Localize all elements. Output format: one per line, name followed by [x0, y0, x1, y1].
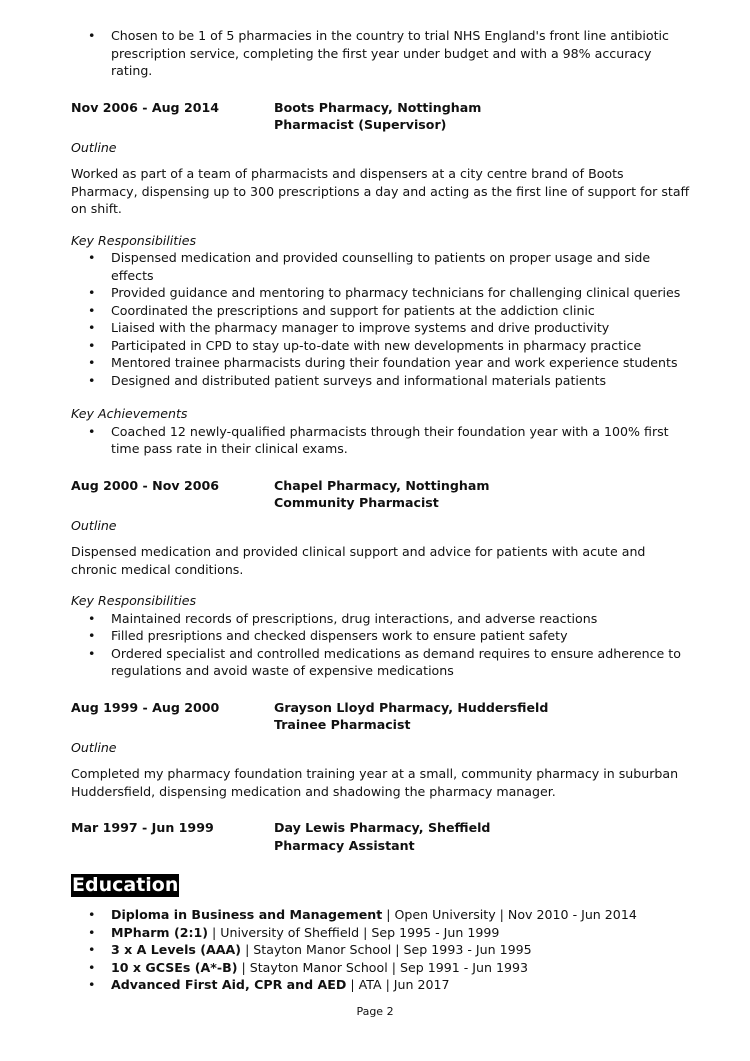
list-item: • Filled presriptions and checked dispensers work to ensure patient safety — [71, 627, 691, 645]
job-header — [71, 99, 691, 134]
job-entry — [71, 477, 691, 680]
responsibilities-list — [71, 249, 691, 389]
page-number: Page 2 — [356, 1005, 394, 1018]
achievements-label: Key Achievements — [71, 406, 188, 421]
list-item: • Mentored trainee pharmacists during their foundation year and work experience students — [71, 354, 691, 372]
job-dates: Aug 2000 - Nov 2006 — [71, 477, 219, 493]
qualification: MPharm (2:1) — [111, 924, 209, 940]
list-item: • Dispensed medication and provided counselling to patients on proper usage and side effects — [71, 249, 691, 284]
qualification: 3 x A Levels (AAA) — [111, 942, 242, 957]
list-item: • Provided guidance and mentoring to pharmacy technicians for challenging clinical queries — [71, 284, 691, 302]
list-item: • Coordinated the prescriptions and support for patients at the addiction clinic — [71, 302, 691, 320]
responsibilities-list — [71, 610, 691, 680]
job-employer: Grayson Lloyd Pharmacy, Huddersfield — [274, 699, 549, 715]
outline-label: Outline — [71, 139, 117, 155]
job-employer-title — [274, 819, 490, 854]
education-section — [71, 874, 691, 994]
job-entry — [71, 699, 691, 801]
qualification-details: | Stayton Manor School | Sep 1993 - Jun 1995 — [241, 942, 532, 957]
job-title: Community Pharmacist — [274, 495, 439, 510]
list-item: • Coached 12 newly-qualified pharmacists through their foundation year with a 100% first time pass rate in their clinical exams. — [71, 423, 691, 458]
job-dates: Mar 1997 - Jun 1999 — [71, 820, 214, 835]
outline-text: Worked as part of a team of pharmacists and dispensers at a city centre brand of Boots Pharmacy, dispensing up to 300 prescriptions a day and acting as the first line of support for staff on shift. — [71, 166, 690, 216]
qualification: 10 x GCSEs (A*-B) — [111, 959, 238, 975]
education-list — [71, 906, 691, 994]
list-item: • Liaised with the pharmacy manager to improve systems and drive productivity — [71, 319, 691, 337]
job-title: Pharmacy Assistant — [274, 837, 415, 853]
job-employer-title — [274, 477, 489, 512]
job-dates: Aug 1999 - Aug 2000 — [71, 699, 220, 715]
qualification-details: | ATA | Jun 2017 — [346, 977, 450, 992]
list-item: • Participated in CPD to stay up-to-date with new developments in pharmacy practice — [71, 337, 691, 355]
prev-achievements-list — [71, 27, 691, 80]
outline-text: Completed my pharmacy foundation training year at a small, community pharmacy in suburban Huddersfield, dispensing medication and shadowing the pharmacy manager. — [71, 766, 679, 799]
education-item — [71, 959, 691, 977]
job-title: Pharmacist (Supervisor) — [274, 117, 447, 132]
job-header — [71, 477, 691, 512]
job-employer-title — [274, 99, 481, 134]
responsibilities-label: Key Responsibilities — [71, 232, 197, 248]
qualification: Diploma in Business and Management — [111, 907, 383, 922]
list-item: • Ordered specialist and controlled medications as demand requires to ensure adherence to regulations and avoid waste of expensive medications — [71, 645, 691, 680]
education-item — [71, 976, 691, 994]
qualification-details: | University of Sheffield | Sep 1995 - Jun 1999 — [208, 924, 500, 940]
job-employer-title — [274, 699, 548, 734]
education-item — [71, 924, 691, 942]
education-item — [71, 906, 691, 924]
outline-label: Outline — [71, 739, 117, 755]
list-item: • Designed and distributed patient surveys and informational materials patients — [71, 372, 691, 390]
section-heading: Education — [72, 874, 179, 896]
job-header — [71, 819, 691, 854]
job-header — [71, 699, 691, 734]
list-item: • Chosen to be 1 of 5 pharmacies in the country to trial NHS England's front line antibiotic prescription service, completing the first year under budget and with a 98% accuracy rating. — [71, 27, 691, 80]
job-entry — [71, 99, 691, 458]
job-employer: Chapel Pharmacy, Nottingham — [274, 477, 490, 493]
qualification: Advanced First Aid, CPR and AED — [111, 977, 347, 992]
responsibilities-label: Key Responsibilities — [71, 593, 197, 608]
achievements-list — [71, 423, 691, 458]
job-title: Trainee Pharmacist — [274, 717, 411, 732]
job-employer: Boots Pharmacy, Nottingham — [274, 99, 482, 115]
outline-text: Dispensed medication and provided clinical support and advice for patients with acute and chronic medical conditions. — [71, 544, 646, 577]
resume-page — [71, 0, 691, 994]
education-item — [71, 941, 691, 959]
qualification-details: | Open University | Nov 2010 - Jun 2014 — [382, 907, 637, 922]
qualification-details: | Stayton Manor School | Sep 1991 - Jun 1993 — [237, 959, 529, 975]
job-dates: Nov 2006 - Aug 2014 — [71, 99, 219, 115]
job-employer: Day Lewis Pharmacy, Sheffield — [274, 820, 491, 835]
list-item: • Maintained records of prescriptions, drug interactions, and adverse reactions — [71, 610, 691, 628]
job-entry — [71, 819, 691, 854]
outline-label: Outline — [71, 517, 117, 533]
